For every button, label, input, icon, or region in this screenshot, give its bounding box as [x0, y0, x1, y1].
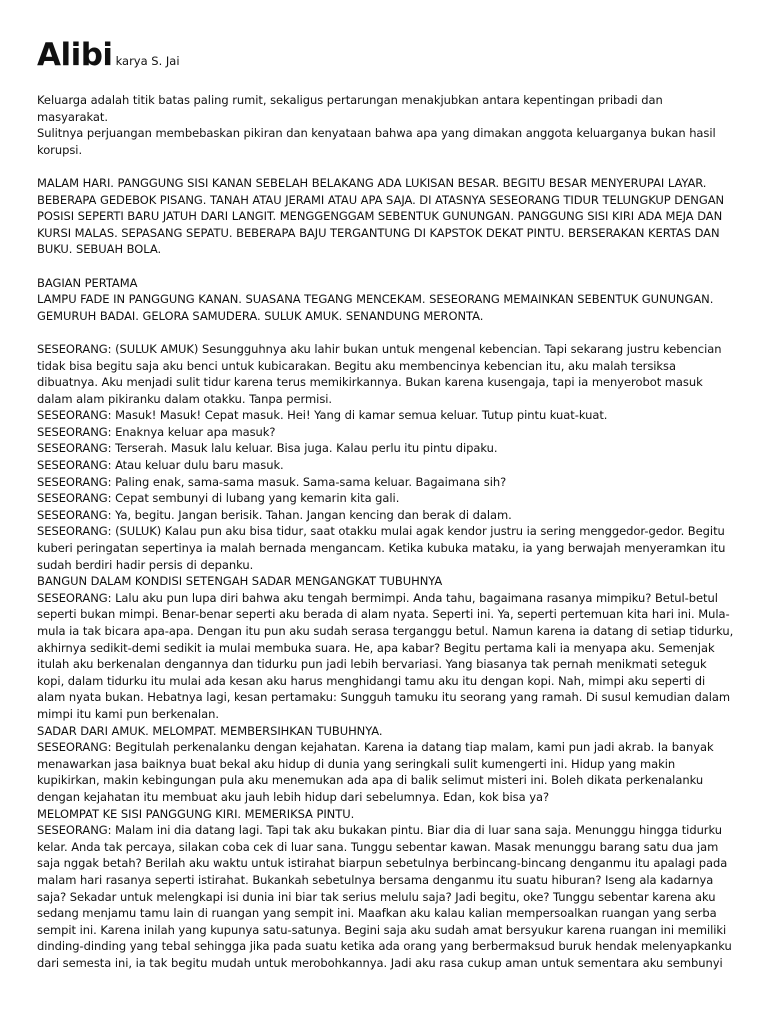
stage-direction: BANGUN DALAM KONDISI SETENGAH SADAR MENGANGKAT TUBUHNYA	[37, 574, 443, 589]
play-title: Alibi	[37, 37, 113, 73]
paragraph-gap	[37, 324, 737, 341]
play-text	[37, 92, 737, 971]
stage-direction: SADAR DARI AMUK. MELOMPAT. MEMBERSIHKAN TUBUHNYA.	[37, 723, 383, 738]
dialogue-line: SESEORANG: Terserah. Masuk lalu keluar. Bisa juga. Kalau perlu itu pintu dipaku.	[37, 441, 498, 456]
paragraph-gap	[37, 258, 737, 275]
dialogue-line: SESEORANG: Cepat sembunyi di lubang yang kemarin kita gali.	[37, 491, 400, 506]
epigraph-line: Sulitnya perjuangan membebaskan pikiran dan kenyataan bahwa apa yang dimakan anggota keluarganya bukan hasil korupsi.	[37, 126, 716, 157]
dialogue-line: SESEORANG: Malam ini dia datang lagi. Tapi tak aku bukakan pintu. Biar dia di luar sana saja. Menunggu hingga tidurku kelar. Anda tak percaya, silakan coba cek di luar sana. Tunggu sebentar kawan. Masak menunggu barang satu dua jam saja nggak betah? Berilah aku waktu untuk istirahat biarpun sebetulnya berbincang-bincang denganmu itu apalagi pada malam hari rasanya seperti istirahat. Bukankah sebetulnya bersama denganmu itu suatu hiburan? Iseng ala kadarnya saja? Sekadar untuk melengkapi isi dunia ini biar tak serius melulu saja? Jadi begitu, oke? Tunggu sebentar karena aku sedang menjamu tamu lain di ruangan yang sempit ini. Maafkan aku kalau kalian mempersoalkan ruangan yang serba sempit ini. Karena inilah yang kupunya satu-satunya. Begini saja aku sudah amat bersyukur karena ruangan ini memiliki dinding-dinding yang tebal sehingga jika pada suatu ketika ada orang yang berbermaksud buruk hendak melenyapkanku dari semesta ini, ia tak begitu mudah untuk merobohkannya. Jadi aku rasa cukup aman untuk sementara aku sembunyi	[37, 823, 732, 970]
author-byline: karya S. Jai	[115, 54, 180, 68]
dialogue-line: SESEORANG: (SULUK) Kalau pun aku bisa tidur, saat otakku mulai agak kendor justru ia sering menggedor-gedor. Begitu kuberi peringatan sepertinya ia malah bernada mengancam. Ketika kubuka mataku, ia yang berwajah menyeramkan itu sudah berdiri hadir persis di depanku.	[37, 524, 726, 572]
dialogue-line: SESEORANG: Begitulah perkenalanku dengan kejahatan. Karena ia datang tiap malam, kami pun jadi akrab. Ia banyak menawarkan jasa baiknya buat bekal aku hidup di dunia yang seringkali sulit kumengerti ini. Hidup yang makin kupikirkan, makin kebingungan pula aku menemukan ada apa di balik selimut misteri ini. Boleh dikata perkenalanku dengan kejahatan itu membuat aku jauh lebih hidup dari sebelumnya. Edan, kok bisa ya?	[37, 740, 714, 804]
dialogue-line: SESEORANG: Enaknya keluar apa masuk?	[37, 424, 276, 439]
dialogue-line: SESEORANG: Paling enak, sama-sama masuk. Sama-sama keluar. Bagaimana sih?	[37, 474, 507, 489]
dialogue-line: SESEORANG: Lalu aku pun lupa diri bahwa aku tengah bermimpi. Anda tahu, bagaimana rasanya mimpiku? Betul-betul seperti bukan mimpi. Benar-benar seperti aku berada di alam nyata. Seperti ini. Ya, seperti pertemuan kita hari ini. Mula-mula ia tak bicara apa-apa. Dengan itu pun aku sudah serasa terganggu betul. Namun karena ia datang di setiap tidurku, akhirnya sedikit-demi sedikit ia mulai membuka suara. He, apa kabar? Begitu pertama kali ia menyapa aku. Semenjak itulah aku berkenalan dengannya dan tidurku pun jadi lebih bervariasi. Yang biasanya tak pernah menikmati seteguk kopi, dalam tidurku itu mulai ada kesan aku harus menghidangi tamu aku itu dengan kopi. Nah, mimpi aku seperti di alam nyata bukan. Hebatnya lagi, kesan pertamaku: Sungguh tamuku itu seorang yang ramah. Di susul kemudian dalam mimpi itu kami pun berkenalan.	[37, 590, 734, 721]
part-heading: BAGIAN PERTAMA	[37, 275, 138, 290]
stage-direction: MELOMPAT KE SISI PANGGUNG KIRI. MEMERIKSA PINTU.	[37, 806, 355, 821]
dialogue-line: SESEORANG: Masuk! Masuk! Cepat masuk. Hei! Yang di kamar semua keluar. Tutup pintu kuat-kuat.	[37, 408, 608, 423]
setting-description: MALAM HARI. PANGGUNG SISI KANAN SEBELAH BELAKANG ADA LUKISAN BESAR. BEGITU BESAR MENYERUPAI LAYAR. BEBERAPA GEDEBOK PISANG. TANAH ATAU JERAMI ATAU APA SAJA. DI ATASNYA SESEORANG TIDUR TELUNGKUP DENGAN POSISI SEPERTI BARU JATUH DARI LANGIT. MENGGENGGAM SEBENTUK GUNUNGAN. PANGGUNG SISI KIRI ADA MEJA DAN KURSI MALAS. SEPASANG SEPATU. BEBERAPA BAJU TERGANTUNG DI KAPSTOK DEKAT PINTU. BERSERAKAN KERTAS DAN BUKU. SEBUAH BOLA.	[37, 175, 725, 257]
dialogue-line: SESEORANG: Atau keluar dulu baru masuk.	[37, 458, 284, 473]
dialogue-line: SESEORANG: (SULUK AMUK) Sesungguhnya aku lahir bukan untuk mengenal kebencian. Tapi sekarang justru kebencian tidak bisa begitu saja aku benci untuk kubicarakan. Begitu aku membencinya kebencian itu, aku malah tersiksa dibuatnya. Aku menjadi sulit tidur karena terus memikirkannya. Bukan karena kusengaja, tapi ia menyerobot masuk dalam alam pikiranku dalam otakku. Tanpa permisi.	[37, 341, 722, 406]
stage-direction: LAMPU FADE IN PANGGUNG KANAN. SUASANA TEGANG MENCEKAM. SESEORANG MEMAINKAN SEBENTUK GUNUNGAN. GEMURUH BADAI. GELORA SAMUDERA. SULUK AMUK. SENANDUNG MERONTA.	[37, 292, 714, 323]
document-page	[37, 36, 737, 971]
title-row	[37, 36, 737, 76]
paragraph-gap	[37, 158, 737, 175]
epigraph-line: Keluarga adalah titik batas paling rumit, sekaligus pertarungan menakjubkan antara kepentingan pribadi dan masyarakat.	[37, 93, 663, 124]
dialogue-line: SESEORANG: Ya, begitu. Jangan berisik. Tahan. Jangan kencing dan berak di dalam.	[37, 507, 512, 522]
